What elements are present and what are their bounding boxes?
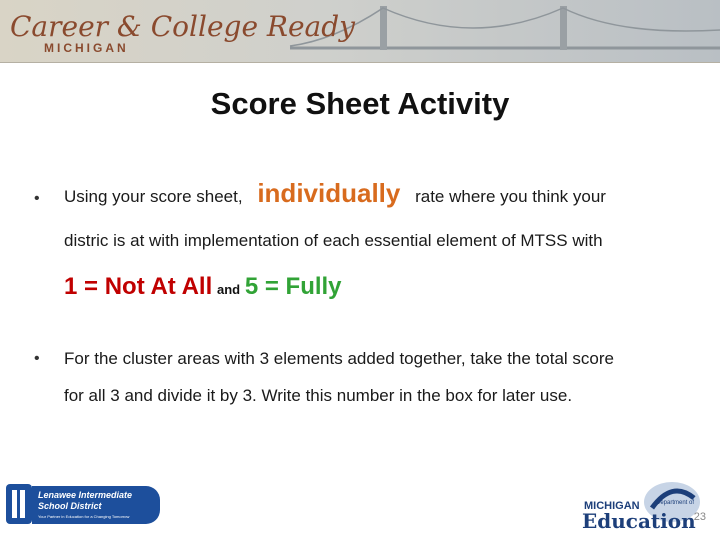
page-number: 23 xyxy=(693,511,706,523)
bullet-dot-1: • xyxy=(34,190,40,207)
department-text: Department of xyxy=(656,500,695,506)
lisd-line-1: Lenawee Intermediate xyxy=(38,490,133,500)
bullet-1-text-a: Using your score sheet, xyxy=(64,187,243,206)
lisd-line-2: School District xyxy=(38,501,102,511)
bullet-1-line-1 xyxy=(64,178,606,209)
lisd-tagline: Your Partner in Education for a Changing Tomorrow xyxy=(38,514,130,519)
bullet-1-line-2: distric is at with implementation of each essential element of MTSS with xyxy=(64,231,603,250)
bullet-dot-2: • xyxy=(34,350,40,367)
slide-title: Score Sheet Activity xyxy=(210,86,510,121)
banner-subtitle: MICHIGAN xyxy=(44,41,129,55)
lisd-banner xyxy=(32,486,160,524)
bullet-1-text-b: rate where you think your xyxy=(415,187,606,206)
header-banner xyxy=(0,0,720,63)
scale-high: 5 = Fully xyxy=(244,273,342,300)
bullet-1-scale xyxy=(64,273,342,301)
education-text: Education xyxy=(582,509,696,533)
michigan-text: MICHIGAN xyxy=(584,500,640,512)
scale-low: 1 = Not At All xyxy=(64,273,213,300)
michigan-education-logo xyxy=(580,478,710,534)
lisd-emblem-icon xyxy=(4,480,34,528)
scale-and: and xyxy=(216,282,241,297)
lisd-logo xyxy=(4,480,154,528)
highlight-individually: individually xyxy=(257,178,401,208)
banner-title: Career & College Ready xyxy=(10,10,355,43)
bullet-2-line-2: for all 3 and divide it by 3. Write this number in the box for later use. xyxy=(64,386,573,405)
bullet-2-line-1: For the cluster areas with 3 elements added together, take the total score xyxy=(64,349,614,368)
